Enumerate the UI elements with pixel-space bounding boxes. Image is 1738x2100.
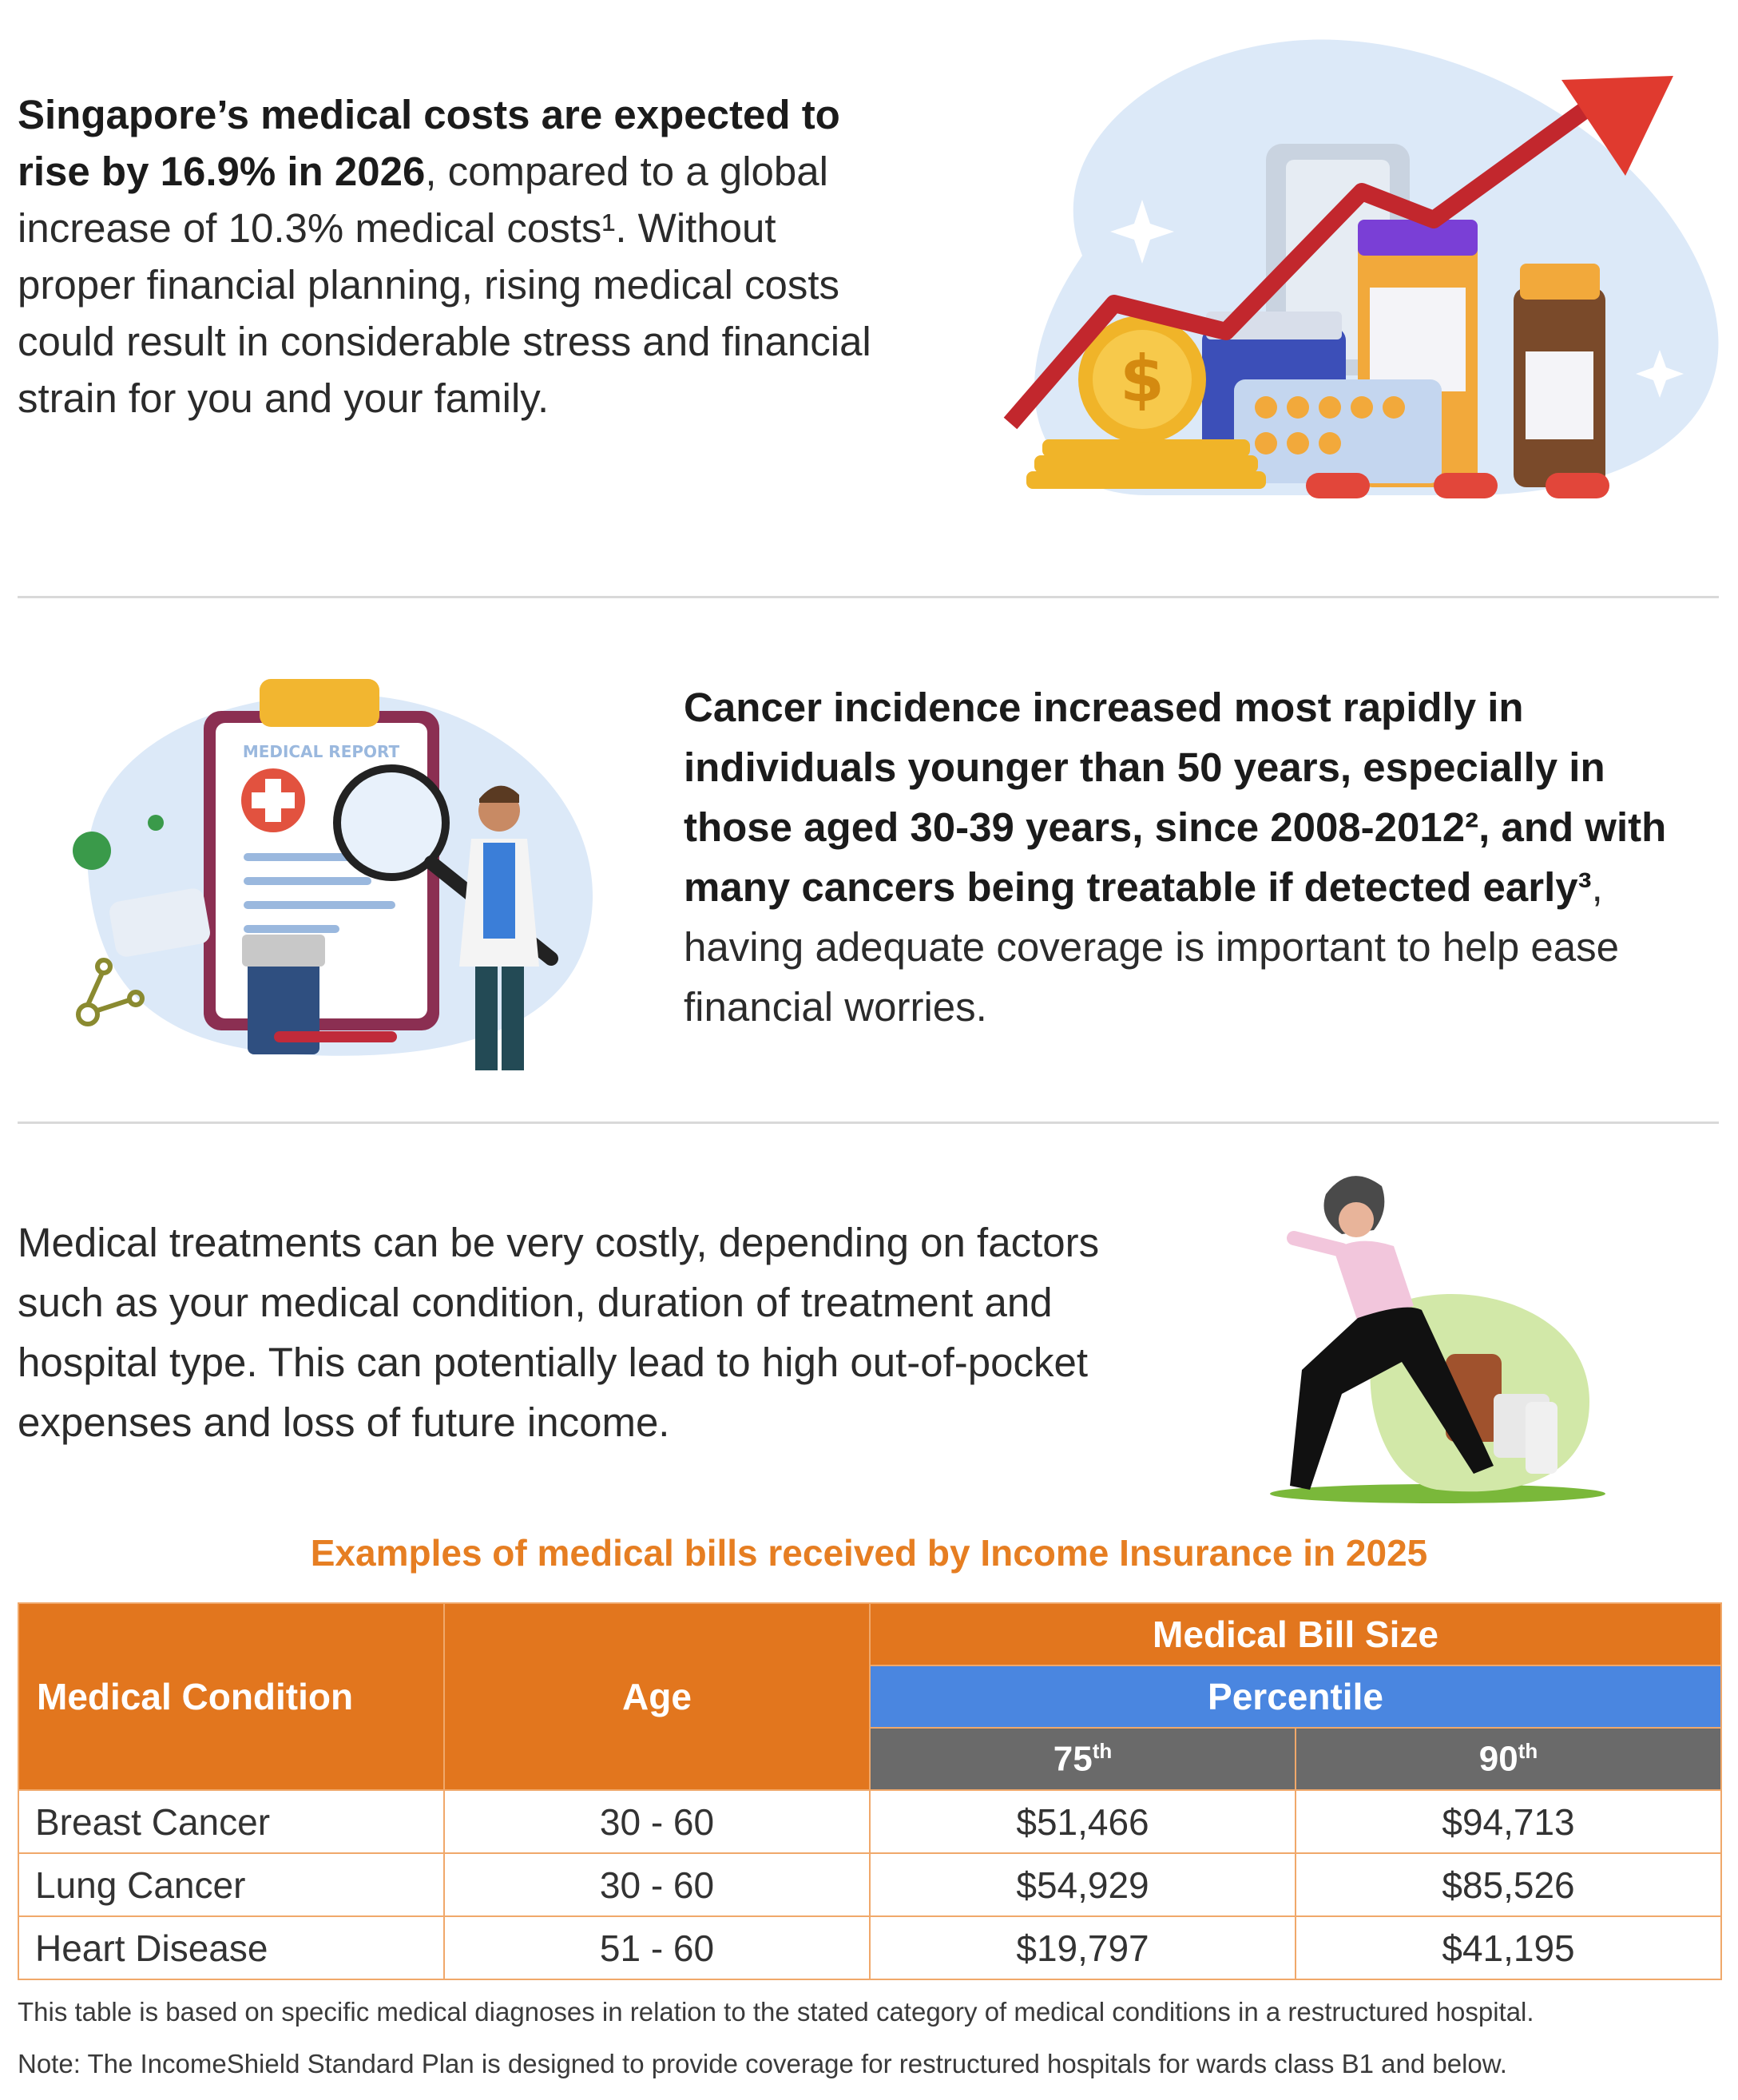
rising-costs-illustration (986, 16, 1721, 503)
section-divider (18, 596, 1719, 598)
table-row (18, 1790, 1721, 1853)
coin-stack (1026, 439, 1266, 489)
woman-pushing-illustration (1254, 1162, 1605, 1506)
header-medical-condition: Medical Condition (18, 1603, 444, 1790)
cancer-rest: , having adequate coverage is important to help ease financial worries. (684, 864, 1619, 1030)
cancer-paragraph (684, 677, 1682, 1037)
cell-p75: $54,929 (870, 1853, 1296, 1916)
cell-condition: Heart Disease (18, 1916, 444, 1979)
intro-rest: , compared to a global increase of 10.3% medical costs¹. Without proper financial planning, rising medical costs could result in considerable stress and financial strain for you and your family. (18, 149, 871, 421)
table-row (18, 1916, 1721, 1979)
header-p90: 90th (1296, 1728, 1721, 1790)
intro-bold: Singapore’s medical costs are expected to rise by 16.9% in 2026 (18, 92, 840, 194)
footnote-table-basis: This table is based on specific medical diagnoses in relation to the stated category of medical conditions in a restructured hospital. (18, 1997, 1534, 2027)
medical-report-illustration (56, 663, 615, 1078)
header-p75: 75th (870, 1728, 1296, 1790)
medical-bills-table (18, 1602, 1722, 1980)
footnote-plan-note: Note: The IncomeShield Standard Plan is designed to provide coverage for restructured hospitals for wards class B1 and below. (18, 2049, 1507, 2078)
blister-pack (1234, 379, 1442, 483)
cell-age: 30 - 60 (444, 1790, 870, 1853)
intro-paragraph (18, 86, 904, 427)
svg-text:$: $ (1120, 342, 1165, 416)
cell-p75: $19,797 (870, 1916, 1296, 1979)
treatment-paragraph: Medical treatments can be very costly, depending on factors such as your medical condition, duration of treatment and hospital type. This can potentially lead to high out-of-pocket expenses and loss of future income. (18, 1220, 1100, 1445)
cell-p90: $41,195 (1296, 1916, 1721, 1979)
header-age: Age (444, 1603, 870, 1790)
table-row (18, 1853, 1721, 1916)
cell-condition: Breast Cancer (18, 1790, 444, 1853)
table-title: Examples of medical bills received by Income Insurance in 2025 (310, 1532, 1428, 1574)
header-bill-size: Medical Bill Size (870, 1603, 1721, 1665)
header-percentile: Percentile (870, 1665, 1721, 1728)
cancer-bold-1: Cancer incidence increased most rapidly in individuals younger than 50 years, especially in those aged 30-39 years, since 2008-2012², (684, 685, 1605, 850)
cancer-bold-2: and with many cancers being treatable if detected early³ (684, 804, 1667, 910)
cell-age: 30 - 60 (444, 1853, 870, 1916)
section-divider (18, 1121, 1719, 1124)
report-label: MEDICAL REPORT (242, 742, 400, 761)
cell-p90: $94,713 (1296, 1790, 1721, 1853)
cell-p90: $85,526 (1296, 1853, 1721, 1916)
cell-age: 51 - 60 (444, 1916, 870, 1979)
capsule-icon (1306, 473, 1609, 498)
cell-condition: Lung Cancer (18, 1853, 444, 1916)
cell-p75: $51,466 (870, 1790, 1296, 1853)
